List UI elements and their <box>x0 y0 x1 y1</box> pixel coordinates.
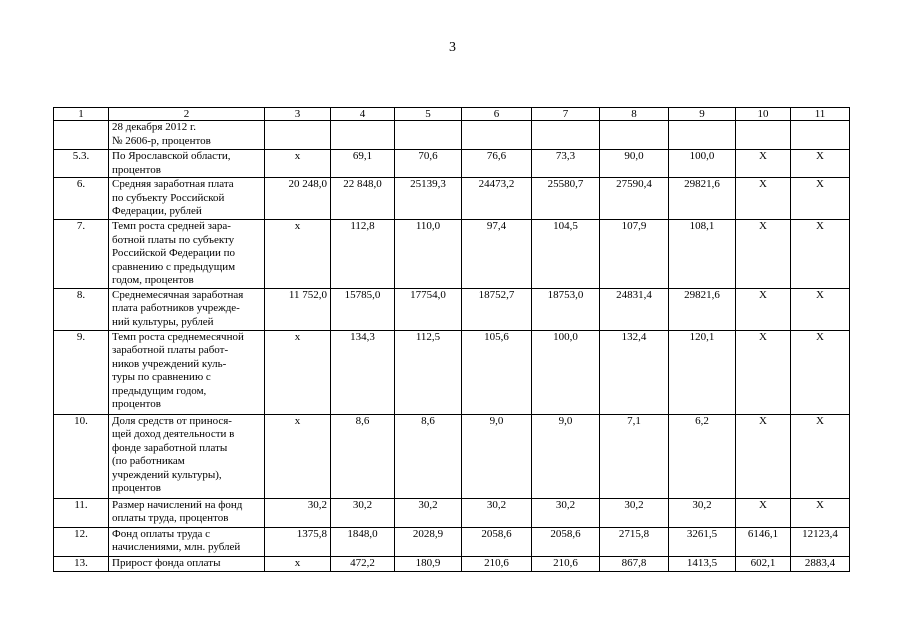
indicator-name <box>109 288 265 330</box>
indicator-name-line: Фонд оплаты труда с <box>112 527 211 540</box>
value-cell: 20 248,0 <box>265 178 331 220</box>
value-cell: 602,1 <box>736 556 791 571</box>
page-number: 3 <box>449 40 456 55</box>
indicator-name-line: Доля средств от принося- <box>112 414 232 427</box>
value-cell <box>669 121 736 150</box>
value-cell: 110,0 <box>395 220 462 289</box>
column-header: 9 <box>669 108 736 121</box>
table-row <box>54 288 850 330</box>
value-cell <box>265 121 331 150</box>
value-cell: 105,6 <box>462 330 532 414</box>
indicator-name-line: заработной платы работ- <box>112 344 229 356</box>
value-cell: 120,1 <box>669 330 736 414</box>
row-number: 11. <box>54 498 109 527</box>
value-cell: х <box>265 330 331 414</box>
table-row <box>54 178 850 220</box>
value-cell: Х <box>736 288 791 330</box>
value-cell <box>791 121 850 150</box>
indicator-name <box>109 178 265 220</box>
indicator-name-line: Размер начислений на фонд <box>112 498 243 511</box>
value-cell: Х <box>791 498 850 527</box>
indicator-name-line: учреждений культуры), <box>112 468 222 481</box>
value-cell: 24831,4 <box>600 288 669 330</box>
value-cell: 472,2 <box>331 556 395 571</box>
table-row <box>54 414 850 498</box>
indicator-name-line: ний культуры, рублей <box>112 315 214 328</box>
value-cell: 90,0 <box>600 150 669 178</box>
value-cell: 9,0 <box>462 414 532 498</box>
value-cell: 180,9 <box>395 556 462 571</box>
column-header: 2 <box>109 108 265 121</box>
indicator-name <box>109 220 265 289</box>
value-cell: 12123,4 <box>791 527 850 556</box>
value-cell <box>331 121 395 150</box>
indicator-name <box>109 121 265 150</box>
value-cell: 1375,8 <box>265 527 331 556</box>
value-cell: 29821,6 <box>669 178 736 220</box>
column-header: 10 <box>736 108 791 121</box>
value-cell: 2715,8 <box>600 527 669 556</box>
value-cell: 30,2 <box>395 498 462 527</box>
value-cell: Х <box>791 330 850 414</box>
value-cell: 73,3 <box>532 150 600 178</box>
value-cell: 2058,6 <box>532 527 600 556</box>
column-header: 6 <box>462 108 532 121</box>
value-cell: х <box>265 414 331 498</box>
value-cell: Х <box>791 220 850 289</box>
value-cell: 25580,7 <box>532 178 600 220</box>
column-header: 4 <box>331 108 395 121</box>
value-cell: 15785,0 <box>331 288 395 330</box>
indicator-name-line: туры по сравнению с <box>112 371 211 383</box>
value-cell: х <box>265 150 331 178</box>
indicator-name-line: Темп роста среднемесячной <box>112 330 244 343</box>
table-row <box>54 527 850 556</box>
value-cell: 100,0 <box>669 150 736 178</box>
value-cell: 30,2 <box>600 498 669 527</box>
indicator-name-line: ников учреждений куль- <box>112 357 227 370</box>
row-number: 8. <box>54 288 109 330</box>
value-cell: 29821,6 <box>669 288 736 330</box>
value-cell: 134,3 <box>331 330 395 414</box>
row-number: 13. <box>54 556 109 571</box>
column-header: 8 <box>600 108 669 121</box>
value-cell: 2883,4 <box>791 556 850 571</box>
indicator-name-line: ботной платы по субъекту <box>112 233 235 246</box>
header-row <box>54 108 850 121</box>
indicator-name-line: по субъекту Российской <box>112 191 225 204</box>
table-row <box>54 220 850 289</box>
indicator-name-line: годом, процентов <box>112 274 194 286</box>
value-cell: 9,0 <box>532 414 600 498</box>
indicator-name-line: фонде заработной платы <box>112 441 228 454</box>
indicator-name-line: 28 декабря 2012 г. <box>112 121 196 133</box>
value-cell: х <box>265 556 331 571</box>
value-cell: 108,1 <box>669 220 736 289</box>
value-cell: 2028,9 <box>395 527 462 556</box>
value-cell: Х <box>736 220 791 289</box>
indicator-name-line: Федерации, рублей <box>112 205 202 217</box>
table-row <box>54 150 850 178</box>
value-cell: 112,8 <box>331 220 395 289</box>
value-cell: 24473,2 <box>462 178 532 220</box>
value-cell: Х <box>736 498 791 527</box>
value-cell: 7,1 <box>600 414 669 498</box>
indicator-name <box>109 527 265 556</box>
value-cell: 22 848,0 <box>331 178 395 220</box>
indicator-name-line: плата работников учрежде- <box>112 302 240 314</box>
column-header: 5 <box>395 108 462 121</box>
indicator-name-line: процентов <box>112 163 161 176</box>
value-cell: 6,2 <box>669 414 736 498</box>
value-cell <box>532 121 600 150</box>
value-cell: 1413,5 <box>669 556 736 571</box>
value-cell: 27590,4 <box>600 178 669 220</box>
indicator-name <box>109 498 265 527</box>
value-cell: 25139,3 <box>395 178 462 220</box>
indicator-name <box>109 330 265 414</box>
value-cell: Х <box>791 150 850 178</box>
indicator-name-line: предыдущим годом, <box>112 384 207 397</box>
value-cell <box>462 121 532 150</box>
value-cell: 2058,6 <box>462 527 532 556</box>
indicator-name-line: По Ярославской области, <box>112 150 231 162</box>
indicator-name-line: Прирост фонда оплаты <box>112 556 221 569</box>
indicator-name-line: оплаты труда, процентов <box>112 512 229 524</box>
value-cell <box>736 121 791 150</box>
value-cell: х <box>265 220 331 289</box>
indicator-name-line: сравнению с предыдущим <box>112 260 236 273</box>
value-cell: Х <box>791 414 850 498</box>
table-row <box>54 498 850 527</box>
value-cell: 210,6 <box>532 556 600 571</box>
indicator-name <box>109 556 265 571</box>
indicator-name <box>109 150 265 178</box>
indicator-name-line: Российской Федерации по <box>112 247 236 259</box>
indicator-name-line: Среднемесячная заработная <box>112 288 244 301</box>
value-cell <box>395 121 462 150</box>
value-cell: 112,5 <box>395 330 462 414</box>
value-cell: 1848,0 <box>331 527 395 556</box>
value-cell: 30,2 <box>462 498 532 527</box>
indicator-name-line: щей доход деятельности в <box>112 428 235 440</box>
value-cell: Х <box>736 150 791 178</box>
row-number: 7. <box>54 220 109 289</box>
row-number: 9. <box>54 330 109 414</box>
indicator-name-line: № 2606-р, процентов <box>112 134 211 147</box>
table-row <box>54 121 850 150</box>
row-number: 12. <box>54 527 109 556</box>
value-cell: Х <box>736 178 791 220</box>
value-cell: 76,6 <box>462 150 532 178</box>
column-header: 11 <box>791 108 850 121</box>
indicator-name-line: Темп роста средней зара- <box>112 220 231 232</box>
value-cell: 6146,1 <box>736 527 791 556</box>
indicator-name <box>109 414 265 498</box>
value-cell: 18753,0 <box>532 288 600 330</box>
value-cell: 8,6 <box>331 414 395 498</box>
column-header: 7 <box>532 108 600 121</box>
indicator-name-line: начислениями, млн. рублей <box>112 541 241 553</box>
value-cell: 70,6 <box>395 150 462 178</box>
row-number: 5.3. <box>54 150 109 178</box>
value-cell <box>600 121 669 150</box>
value-cell: 30,2 <box>265 498 331 527</box>
value-cell: 104,5 <box>532 220 600 289</box>
value-cell: 30,2 <box>669 498 736 527</box>
value-cell: 107,9 <box>600 220 669 289</box>
value-cell: 97,4 <box>462 220 532 289</box>
indicator-name-line: процентов <box>112 398 161 410</box>
value-cell: 18752,7 <box>462 288 532 330</box>
indicator-name-line: (по работникам <box>112 455 185 467</box>
data-table <box>53 107 850 572</box>
value-cell: 100,0 <box>532 330 600 414</box>
value-cell: 69,1 <box>331 150 395 178</box>
value-cell: 867,8 <box>600 556 669 571</box>
value-cell: Х <box>736 414 791 498</box>
table-row <box>54 330 850 414</box>
value-cell: 3261,5 <box>669 527 736 556</box>
value-cell: 30,2 <box>331 498 395 527</box>
value-cell: 30,2 <box>532 498 600 527</box>
table-row <box>54 556 850 571</box>
value-cell: 132,4 <box>600 330 669 414</box>
row-number <box>54 121 109 150</box>
indicator-name-line: процентов <box>112 482 161 494</box>
value-cell: 17754,0 <box>395 288 462 330</box>
value-cell: Х <box>791 178 850 220</box>
column-header: 1 <box>54 108 109 121</box>
value-cell: 8,6 <box>395 414 462 498</box>
indicator-name-line: Средняя заработная плата <box>112 178 234 190</box>
row-number: 6. <box>54 178 109 220</box>
value-cell: 210,6 <box>462 556 532 571</box>
value-cell: Х <box>791 288 850 330</box>
row-number: 10. <box>54 414 109 498</box>
value-cell: Х <box>736 330 791 414</box>
value-cell: 11 752,0 <box>265 288 331 330</box>
column-header: 3 <box>265 108 331 121</box>
